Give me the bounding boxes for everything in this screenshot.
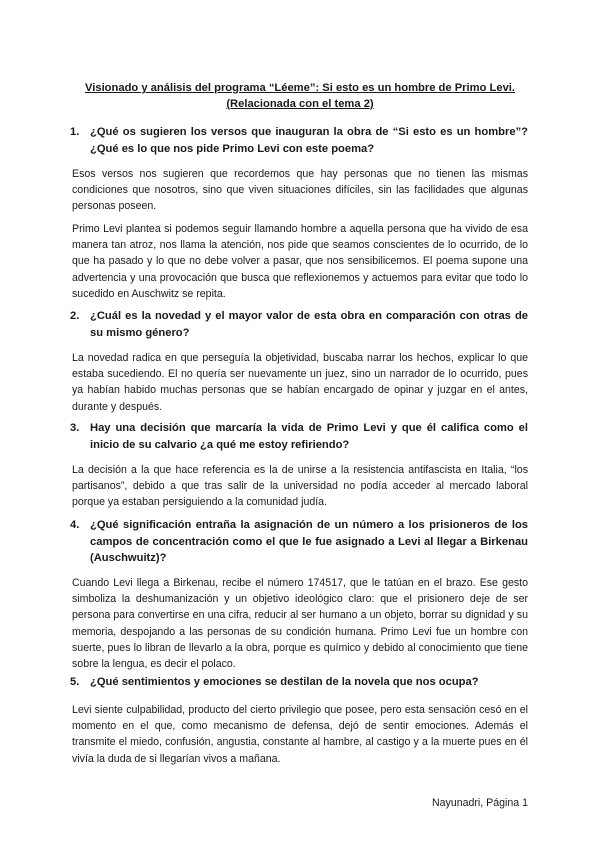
question-number: 3. (70, 422, 80, 434)
question-number: 4. (70, 519, 80, 531)
document-title-line2: (Relacionada con el tema 2) (226, 98, 374, 110)
question-text: Hay una decisión que marcaría la vida de Primo Levi y que él califica como el inicio de su calvario ¿a qué me estoy refiriendo? (90, 422, 528, 451)
document-title (60, 80, 540, 112)
question-5 (70, 674, 528, 691)
question-number: 5. (70, 676, 80, 688)
question-text: ¿Cuál es la novedad y el mayor valor de esta obra en comparación con otras de su mismo género? (90, 310, 528, 339)
document-title-line1: Visionado y análisis del programa “Léeme”: Si esto es un hombre de Primo Levi. (84, 82, 516, 94)
question-4 (70, 517, 528, 567)
question-text: ¿Qué significación entraña la asignación de un número a los prisioneros de los campos de concentración como el que le fue asignado a Levi al llegar a Birkenau (Auschwuitz)? (90, 519, 528, 565)
answer-1-paragraph-1: Esos versos nos sugieren que recordemos que hay personas que no tienen las mismas condiciones que nosotros, sino que viven situaciones difíciles, sin las facilidades que algunas personas poseen. (72, 168, 528, 213)
question-2 (70, 308, 528, 341)
question-text: ¿Qué sentimientos y emociones se destilan de la novela que nos ocupa? (90, 676, 479, 688)
answer-1-paragraph-2: Primo Levi plantea si podemos seguir llamando hombre a aquella persona que ha vivido de esa manera tan atroz, nos llama la atención, nos pide que seamos conscientes de lo ocurrido, de lo que ha pasado y lo que no debe volver a pasar, que nos sensibilicemos. El poema supone una advertencia y una provocación que busca que reflexionemos y actuemos para evitar que todo lo sucedido en Auschwitz se repita. (72, 223, 528, 300)
question-3 (70, 420, 528, 453)
answer-5-paragraph-1: Levi siente culpabilidad, producto del cierto privilegio que posee, pero esta sensación cesó en el momento en el que, como mecanismo de defensa, dejó de sentir emociones. Además el transmite el miedo, confusión, angustia, constante al hambre, al castigo y a la muerte pues en él vivía la duda de si llegarían vivos a mañana. (72, 704, 528, 765)
question-number: 2. (70, 310, 80, 322)
question-1 (70, 124, 528, 157)
question-number: 1. (70, 126, 80, 138)
answer-4-paragraph-1: Cuando Levi llega a Birkenau, recibe el número 174517, que le tatúan en el brazo. Ese gesto simboliza la deshumanización y un objetivo ideológico claro: que el prisionero deje de ser persona para convertirse en una cifra, reducir al ser humano a un objeto, borrar su dignidad y su memoria, despojando a las personas de su condición humana. Primo Levi fue un hombre con suerte, pues lo libran de llevarlo a la obra, porque es químico y debido al conocimiento que tiene sobre la lengua, es decir el polaco. (72, 577, 528, 671)
answer-2-paragraph-1: La novedad radica en que perseguía la objetividad, buscaba narrar los hechos, explicar lo que estaba sucediendo. El no quería ser nuevamente un juez, sino un narrador de lo ocurrido, pues ya habían habido muchas personas que se habían encargado de opinar y juzgar en el antes, durante y después. (72, 352, 528, 413)
page-footer: Nayunadri, Página 1 (432, 797, 528, 809)
question-text: ¿Qué os sugieren los versos que inauguran la obra de “Si esto es un hombre”? ¿Qué es lo que nos pide Primo Levi con este poema? (90, 126, 528, 155)
answer-3-paragraph-1: La decisión a la que hace referencia es la de unirse a la resistencia antifascista en Italia, “los partisanos”, debido a que tras salir de la universidad no podía acceder al mercado laboral porque ya estaban persiguiendo a la comunidad judía. (72, 464, 528, 509)
